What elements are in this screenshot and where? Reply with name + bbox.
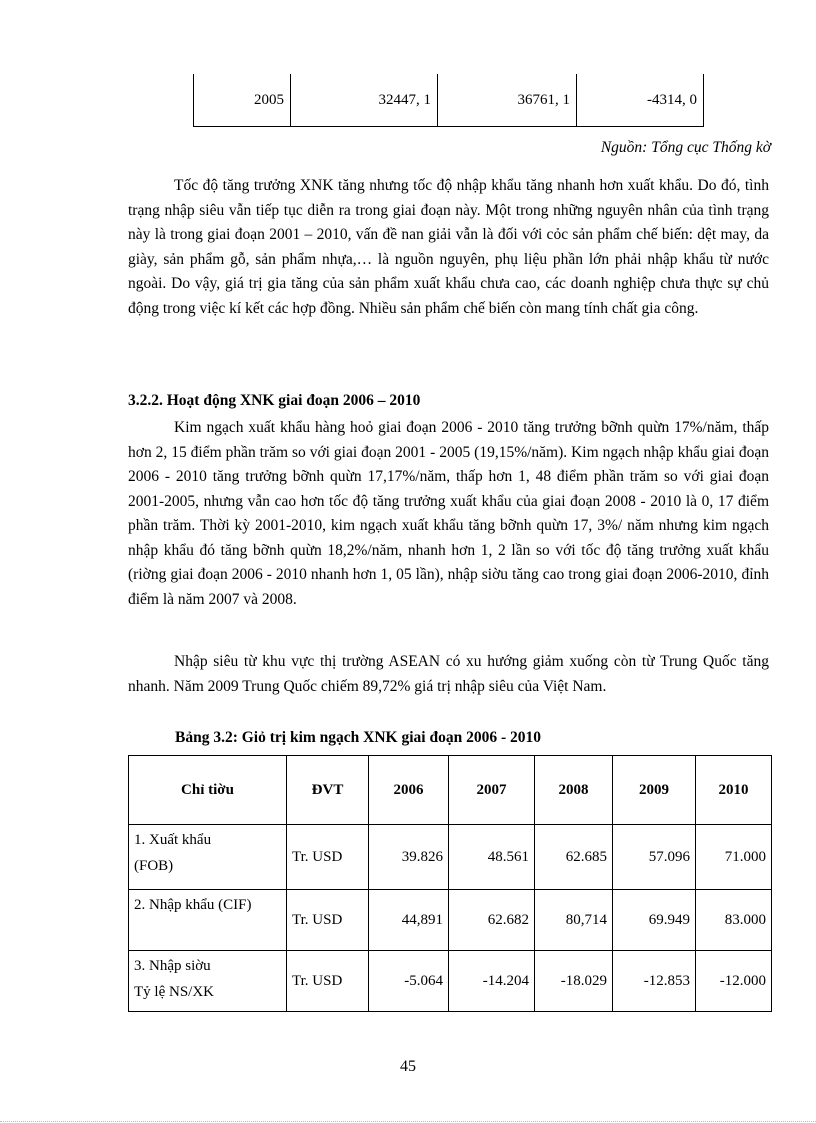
year-cell: 2005 [194, 74, 291, 127]
row-unit: Tr. USD [287, 951, 369, 1012]
paragraph-2: Kim ngạch xuất khẩu hàng hoỏ giai đoạn 2006 - 2010 tăng trưởng bỡnh quừn 17%/năm, thấp hơn 2, 15 điểm phần trăm so với giai đoạn 2001 - 2005 (19,15%/năm). Kim ngạch nhập khẩu giai đoạn 2006 - 2010 tăng trưởng bỡnh quừn 17,17%/năm, thấp hơn 1, 48 điểm phần trăm so với giai đoạn 2001-2005, nhưng vẫn cao hơn tốc độ tăng trưởng xuất khẩu của giai đoạn 2008 - 2010 là 0, 17 điểm phần trăm. Thời kỳ 2001-2010, kim ngạch xuất khẩu tăng bỡnh quừn 17, 3%/ năm nhưng kim ngạch nhập khẩu đó tăng bỡnh quừn 18,2%/năm, nhanh hơn 1, 2 lần so với tốc độ tăng trưởng xuất khẩu (riờng giai đoạn 2006 - 2010 nhanh hơn 1, 05 lần), nhập siờu tăng cao trong giai đoạn 2006-2010, đỉnh điểm là năm 2007 và 2008. [128, 419, 769, 608]
value-cell: 48.561 [449, 825, 535, 890]
balance-cell: -4314, 0 [577, 74, 704, 127]
table-row [129, 951, 772, 1012]
table-row [129, 890, 772, 951]
table-header-row [129, 756, 772, 825]
import-cell: 36761, 1 [438, 74, 577, 127]
header-unit: ĐVT [287, 756, 369, 825]
row-label-line1: 1. Xuất khẩu [134, 832, 212, 848]
footer-divider [0, 1121, 816, 1122]
paragraph-3: Nhập siêu từ khu vực thị trường ASEAN có xu hướng giảm xuống còn từ Trung Quốc tăng nhanh. Năm 2009 Trung Quốc chiếm 89,72% giá trị nhập siêu của Việt Nam. [128, 653, 769, 695]
section-heading: 3.2.2. Hoạt động XNK giai đoạn 2006 – 2010 [128, 392, 421, 409]
value-cell: -5.064 [369, 951, 449, 1012]
table-row [129, 825, 772, 890]
value-cell: -12.853 [613, 951, 696, 1012]
header-2009: 2009 [613, 756, 696, 825]
header-indicator: Chỉ tiờu [129, 756, 287, 825]
row-label [129, 825, 287, 890]
page-number: 45 [400, 1058, 416, 1075]
row-unit: Tr. USD [287, 825, 369, 890]
header-2007: 2007 [449, 756, 535, 825]
header-2008: 2008 [535, 756, 613, 825]
value-cell: 62.685 [535, 825, 613, 890]
row-unit: Tr. USD [287, 890, 369, 951]
value-cell: -14.204 [449, 951, 535, 1012]
value-cell: 83.000 [696, 890, 772, 951]
row-label-line2: Tỷ lệ NS/XK [134, 984, 214, 1000]
row-label [129, 951, 287, 1012]
value-cell: -12.000 [696, 951, 772, 1012]
table-row [194, 74, 704, 127]
paragraph-1: Tốc độ tăng trưởng XNK tăng nhưng tốc độ nhập khẩu tăng nhanh hơn xuất khẩu. Do đó, tình trạng nhập siêu vẫn tiếp tục diễn ra trong giai đoạn này. Một trong những nguyên nhân của tình trạng này là trong giai đoạn 2001 – 2010, vấn đề nan giải vẫn là đối với cỏc sản phẩm chế biến: dệt may, da giày, sản phẩm gỗ, sản phẩm nhựa,… là nguồn nguyên, phụ liệu phần lớn phải nhập khẩu từ nước ngoài. Do vậy, giá trị gia tăng của sản phẩm xuất khẩu chưa cao, các doanh nghiệp chưa thực sự chủ động trong việc kí kết các hợp đồng. Nhiều sản phẩm chế biến còn mang tính chất gia công. [128, 177, 769, 317]
value-cell: 80,714 [535, 890, 613, 951]
source-note: Nguồn: Tổng cục Thống kờ [600, 139, 771, 156]
row-label-line1: 3. Nhập siờu [134, 958, 211, 974]
table-caption: Bảng 3.2: Giỏ trị kim ngạch XNK giai đoạn 2006 - 2010 [175, 729, 541, 746]
value-cell: 62.682 [449, 890, 535, 951]
header-2010: 2010 [696, 756, 772, 825]
export-cell: 32447, 1 [291, 74, 438, 127]
value-cell: 57.096 [613, 825, 696, 890]
header-2006: 2006 [369, 756, 449, 825]
continuation-table [193, 74, 704, 127]
row-label-line2: (FOB) [134, 858, 174, 874]
row-label-line1: 2. Nhập khẩu (CIF) [134, 897, 252, 913]
value-cell: -18.029 [535, 951, 613, 1012]
trade-table [128, 755, 772, 1012]
value-cell: 44,891 [369, 890, 449, 951]
value-cell: 71.000 [696, 825, 772, 890]
value-cell: 69.949 [613, 890, 696, 951]
row-label [129, 890, 287, 951]
value-cell: 39.826 [369, 825, 449, 890]
